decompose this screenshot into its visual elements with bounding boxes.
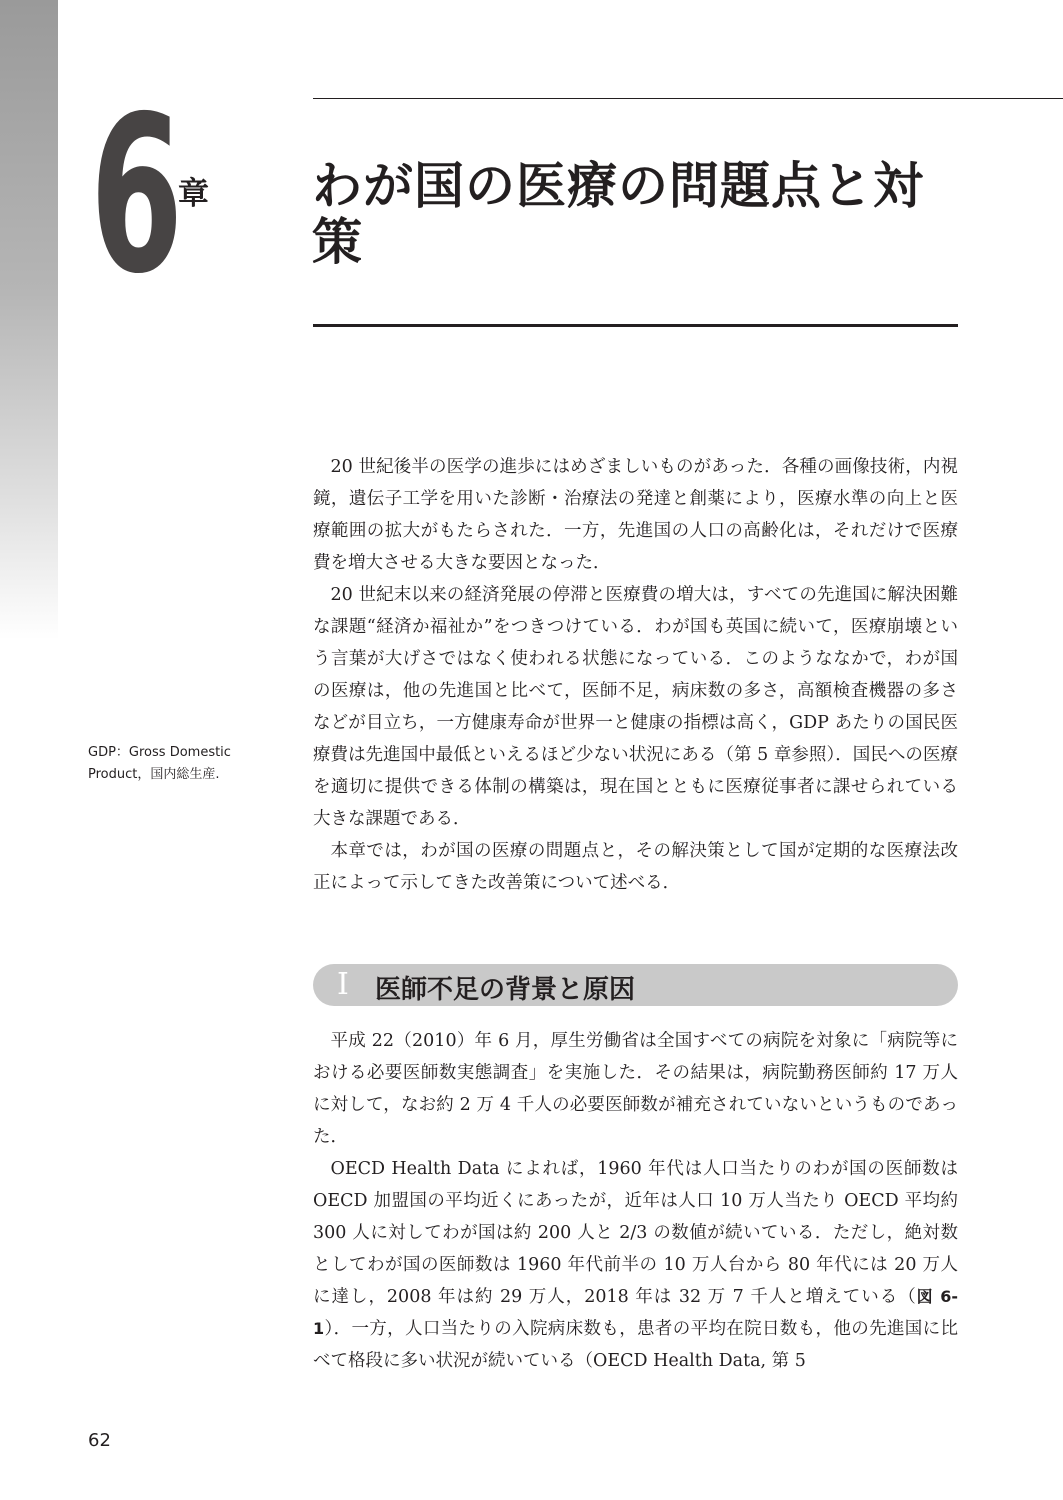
margin-note-line: GDP：Gross Domestic <box>88 745 231 760</box>
margin-note-line: Product，国内総生産. <box>88 767 220 782</box>
section-paragraph: 平成 22（2010）年 6 月，厚生労働省は全国すべての病院を対象に「病院等における必要医師数実態調査」を実施した．その結果は，病院勤務医師約 17 万人に対して，なお約 2 万 4 千人の必要医師数が補充されていないというものであった． <box>313 1031 958 1147</box>
figure-reference-link[interactable]: 図 6-1 <box>313 1287 958 1338</box>
section-paragraph <box>313 1153 958 1377</box>
chapter-label: 章 <box>178 176 209 212</box>
header-rule <box>313 98 1063 99</box>
page-number: 62 <box>88 1430 111 1451</box>
margin-note-gdp <box>88 742 298 786</box>
section-number: I <box>337 967 349 1002</box>
intro-paragraph: 20 世紀末以来の経済発展の停滞と医療費の増大は，すべての先進国に解決困難な課題“経済か福祉か”をつきつけている．わが国も英国に続いて，医療崩壊という言葉が大げさではなく使われる状態になっている．このようななかで，わが国の医療は，他の先進国と比べて，医師不足，病床数の多さ，高額検査機器の多さなどが目立ち，一方健康寿命が世界一と健康の指標は高く，GDP あたりの国民医療費は先進国中最低といえるほど少ない状況にある（第 5 章参照）．国民への医療を適切に提供できる体制の構築は，現在国とともに医療従事者に課せられている大きな課題である． <box>313 585 958 829</box>
section-heading-bar <box>313 964 958 1006</box>
title-rule <box>313 324 958 327</box>
chapter-number: 6 <box>90 70 181 321</box>
section-text <box>313 1025 958 1377</box>
intro-paragraph: 本章では，わが国の医療の問題点と，その解決策として国が定期的な医療法改正によって示してきた改善策について述べる． <box>313 841 958 893</box>
paragraph-text: OECD Health Data によれば，1960 年代は人口当たりのわが国の医師数は OECD 加盟国の平均近くにあったが，近年は人口 10 万人当たり OECD 平均約 300 人に対してわが国は約 200 人と 2/3 の数値が続いている．ただし，絶対数としてわが国の医師数は 1960 年代前半の 10 万人台から 80 年代には 20 万人に達し，2008 年は約 29 万人，2018 年は 32 万 7 千人と増えている（ <box>313 1159 958 1307</box>
paragraph-text: ）．一方，人口当たりの入院病床数も，患者の平均在院日数も，他の先進国に比べて格段に多い状況が続いている（OECD Health Data, 第 5 <box>313 1319 958 1371</box>
intro-text <box>313 451 958 899</box>
intro-paragraph: 20 世紀後半の医学の進歩にはめざましいものがあった．各種の画像技術，内視鏡，遺伝子工学を用いた診断・治療法の発達と創薬により，医療水準の向上と医療範囲の拡大がもたらされた．一方，先進国の人口の高齢化は，それだけで医療費を増大させる大きな要因となった． <box>313 457 958 573</box>
section-title: 医師不足の背景と原因 <box>375 975 636 1005</box>
chapter-title: わが国の医療の問題点と対策 <box>312 157 924 271</box>
side-gradient-strip <box>0 0 58 640</box>
